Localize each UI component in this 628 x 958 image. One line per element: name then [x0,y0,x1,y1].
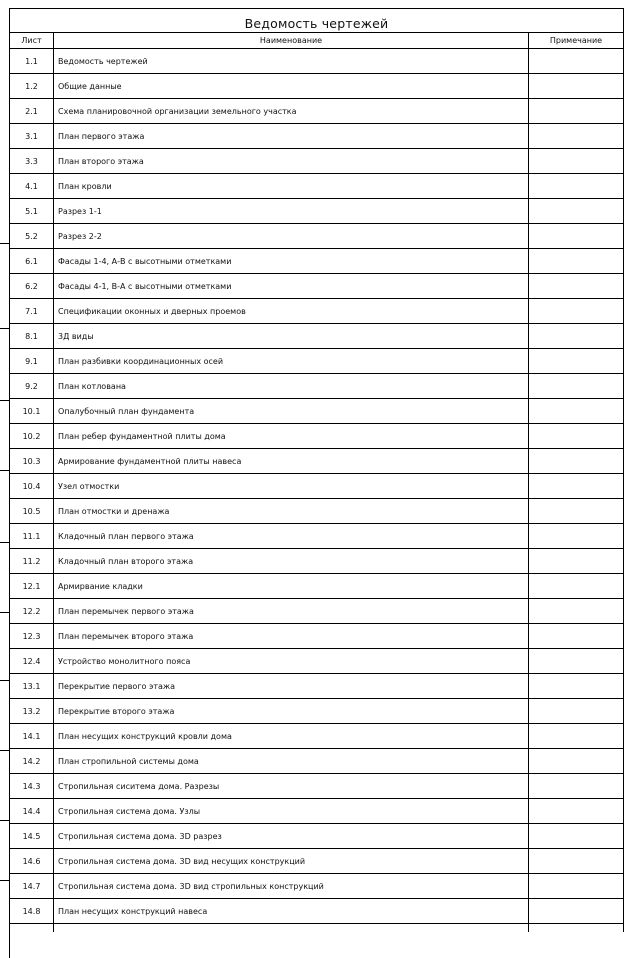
sheet-name-cell: Разрез 2-2 [54,224,529,249]
sheet-number-cell: 14.1 [10,724,54,749]
sheet-name-cell: План первого этажа [54,124,529,149]
sheet-note-cell [529,249,624,274]
sheet-name-cell: Стропильная система дома. 3D вид стропильных конструкций [54,874,529,899]
sheet-number-cell: 10.2 [10,424,54,449]
sheet-number-cell: 6.1 [10,249,54,274]
sheet-note-cell [529,849,624,874]
empty-row [10,924,624,933]
sheet-note-cell [529,374,624,399]
sheet-name-cell: Ведомость чертежей [54,49,529,74]
table-title: Ведомость чертежей [10,9,624,33]
column-header-name: Наименование [54,33,529,49]
sheet-note-cell [529,74,624,99]
sheet-number-cell: 8.1 [10,324,54,349]
table-row [10,274,624,299]
sheet-number-cell: 10.1 [10,399,54,424]
sheet-number-cell: 2.1 [10,99,54,124]
sheet-name-cell: Стропильная система дома. Узлы [54,799,529,824]
sheet-name-cell: Перекрытие второго этажа [54,699,529,724]
sheet-number-cell: 10.4 [10,474,54,499]
sheet-name-cell: План стропильной системы дома [54,749,529,774]
sheet-number-cell: 14.5 [10,824,54,849]
table-row [10,374,624,399]
sheet-note-cell [529,524,624,549]
table-row [10,549,624,574]
table-row [10,324,624,349]
sheet-name-cell: План несущих конструкций навеса [54,899,529,924]
sheet-note-cell [529,574,624,599]
frame-tick [0,880,9,881]
sheet-name-cell: Устройство монолитного пояса [54,649,529,674]
table-row [10,474,624,499]
sheet-note-cell [529,174,624,199]
sheet-number-cell: 10.3 [10,449,54,474]
table-row [10,699,624,724]
frame-tick [0,750,9,751]
table-row [10,249,624,274]
sheet-note-cell [529,274,624,299]
sheet-name-cell: План отмостки и дренажа [54,499,529,524]
table-row [10,749,624,774]
sheet-name-cell: План перемычек первого этажа [54,599,529,624]
sheet-note-cell [529,149,624,174]
table-row [10,724,624,749]
table-body [10,49,624,933]
table-row [10,599,624,624]
sheet-number-cell: 5.1 [10,199,54,224]
sheet-name-cell: План второго этажа [54,149,529,174]
table-row [10,649,624,674]
sheet-name-cell: Разрез 1-1 [54,199,529,224]
table-row [10,824,624,849]
sheet-note-cell [529,224,624,249]
table-row [10,349,624,374]
sheet-note-cell [529,649,624,674]
table-row [10,674,624,699]
column-header-sheet: Лист [10,33,54,49]
table-row [10,874,624,899]
sheet-number-cell: 12.3 [10,624,54,649]
frame-tick [0,400,9,401]
frame-tick [0,328,9,329]
sheet-note-cell [529,424,624,449]
sheet-number-cell: 14.3 [10,774,54,799]
sheet-number-cell: 12.4 [10,649,54,674]
header-row [10,33,624,49]
sheet-note-cell [529,799,624,824]
sheet-name-cell: Схема планировочной организации земельного участка [54,99,529,124]
sheet-number-cell: 5.2 [10,224,54,249]
sheet-note-cell [529,49,624,74]
sheet-name-cell: План котлована [54,374,529,399]
sheet-note-cell [529,899,624,924]
table-row [10,99,624,124]
sheet-note-cell [529,449,624,474]
table-row [10,774,624,799]
table-row [10,624,624,649]
sheet-number-cell: 13.1 [10,674,54,699]
table-row [10,74,624,99]
sheet-note-cell [529,749,624,774]
table-row [10,849,624,874]
sheet-name-cell: План несущих конструкций кровли дома [54,724,529,749]
sheet-number-cell: 13.2 [10,699,54,724]
empty-cell [10,924,54,933]
table-row [10,199,624,224]
sheet-number-cell: 12.2 [10,599,54,624]
sheet-name-cell: Армирвание кладки [54,574,529,599]
table-row [10,399,624,424]
empty-cell [529,924,624,933]
sheet-note-cell [529,724,624,749]
sheet-name-cell: План ребер фундаментной плиты дома [54,424,529,449]
table-row [10,299,624,324]
sheet-name-cell: Перекрытие первого этажа [54,674,529,699]
sheet-number-cell: 14.4 [10,799,54,824]
sheet-number-cell: 14.7 [10,874,54,899]
sheet-name-cell: Фасады 1-4, А-В с высотными отметками [54,249,529,274]
sheet-number-cell: 14.2 [10,749,54,774]
frame-tick [0,680,9,681]
sheet-number-cell: 4.1 [10,174,54,199]
sheet-note-cell [529,299,624,324]
sheet-note-cell [529,399,624,424]
sheet-number-cell: 11.2 [10,549,54,574]
sheet-number-cell: 6.2 [10,274,54,299]
sheet-number-cell: 9.1 [10,349,54,374]
table-row [10,799,624,824]
sheet-number-cell: 12.1 [10,574,54,599]
sheet-number-cell: 3.3 [10,149,54,174]
sheet-note-cell [529,199,624,224]
table-row [10,49,624,74]
sheet-note-cell [529,349,624,374]
sheet-number-cell: 7.1 [10,299,54,324]
sheet-name-cell: Кладочный план второго этажа [54,549,529,574]
sheet-name-cell: Армирование фундаментной плиты навеса [54,449,529,474]
sheet-name-cell: Фасады 4-1, В-А с высотными отметками [54,274,529,299]
column-header-note: Примечание [529,33,624,49]
table-row [10,174,624,199]
sheet-name-cell: Стропильная система дома. 3D вид несущих конструкций [54,849,529,874]
sheet-name-cell: План перемычек второго этажа [54,624,529,649]
sheet-note-cell [529,874,624,899]
table-row [10,424,624,449]
frame-tick [0,243,9,244]
sheet-name-cell: Узел отмостки [54,474,529,499]
sheet-number-cell: 11.1 [10,524,54,549]
table-row [10,149,624,174]
sheet-number-cell: 9.2 [10,374,54,399]
sheet-note-cell [529,124,624,149]
sheet-name-cell: План разбивки координационных осей [54,349,529,374]
sheet-name-cell: Общие данные [54,74,529,99]
sheet-number-cell: 1.2 [10,74,54,99]
sheet-name-cell: Кладочный план первого этажа [54,524,529,549]
table-row [10,899,624,924]
frame-tick [0,820,9,821]
sheet-note-cell [529,549,624,574]
sheet-name-cell: План кровли [54,174,529,199]
sheet-note-cell [529,699,624,724]
sheet-note-cell [529,99,624,124]
sheet-note-cell [529,674,624,699]
sheet-note-cell [529,499,624,524]
sheet-name-cell: 3Д виды [54,324,529,349]
frame-tick [0,612,9,613]
sheet-number-cell: 10.5 [10,499,54,524]
sheet-note-cell [529,599,624,624]
table-row [10,499,624,524]
sheet-name-cell: Стропильная сиситема дома. Разрезы [54,774,529,799]
sheet-note-cell [529,824,624,849]
sheet-note-cell [529,624,624,649]
sheet-number-cell: 3.1 [10,124,54,149]
sheet-number-cell: 14.8 [10,899,54,924]
empty-cell [54,924,529,933]
sheet-name-cell: Стропильная система дома. 3D разрез [54,824,529,849]
sheet-name-cell: Опалубочный план фундамента [54,399,529,424]
sheet-number-cell: 1.1 [10,49,54,74]
sheet-note-cell [529,774,624,799]
sheet-note-cell [529,324,624,349]
sheet-note-cell [529,474,624,499]
table-row [10,449,624,474]
table-row [10,224,624,249]
table-row [10,574,624,599]
frame-tick [0,542,9,543]
sheet-number-cell: 14.6 [10,849,54,874]
table-row [10,524,624,549]
frame-tick [0,470,9,471]
sheet-name-cell: Спецификации оконных и дверных проемов [54,299,529,324]
drawings-register-table [9,8,624,932]
table-row [10,124,624,149]
